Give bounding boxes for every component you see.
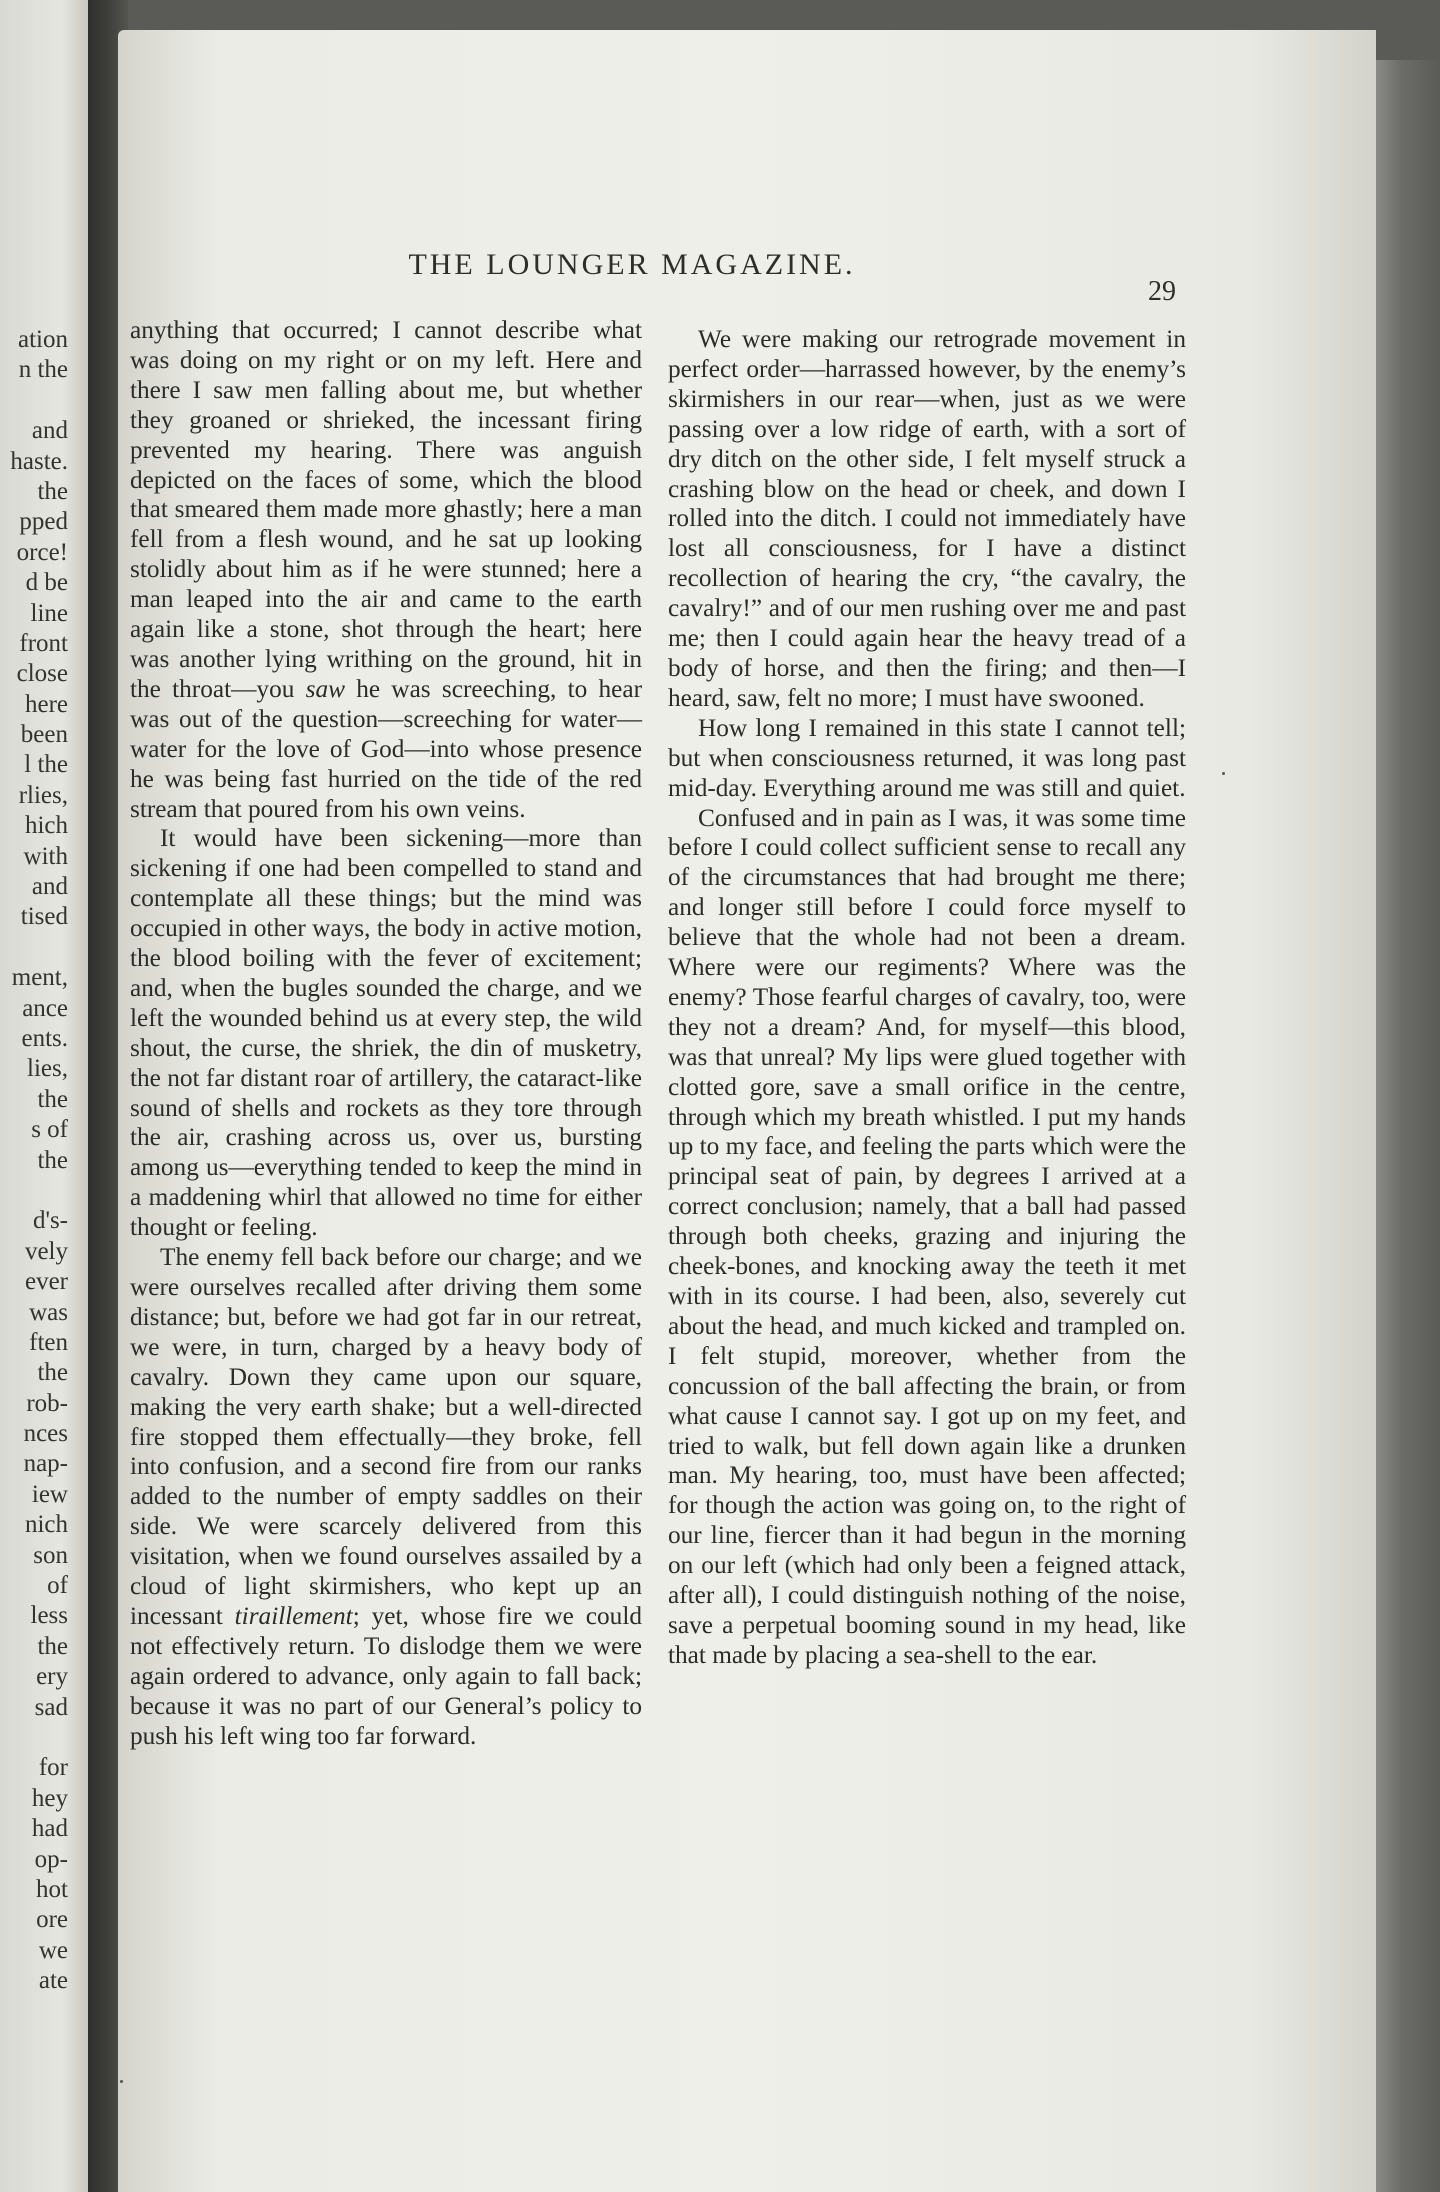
facing-page-line: close <box>16 660 68 688</box>
facing-page-line: here <box>24 690 68 718</box>
running-head: THE LOUNGER MAGAZINE. <box>408 248 856 281</box>
facing-page-line: ften <box>29 1328 68 1356</box>
facing-page-line: front <box>19 629 68 657</box>
paragraph: The enemy fell back before our charge; and we were ourselves recalled after driving them some distance; but, before we had got far in our retreat, we were, in turn, charged by a heavy body of cavalry. Down they came upon our square, making the very earth shake; but a well-directed fire stopped them effectually—they broke, fell into confusion, and a second fire from our ranks added to the number of empty saddles on their side. We were scarcely delivered from this visitation, when we found ourselves assailed by a cloud of light skirmishers, who kept up an incessant tiraillement; yet, whose fire we could not effectively return. To dislodge them we were again ordered to advance, only again to fall back; because it was no part of our General’s policy to push his left wing too far forward. <box>130 1243 642 1750</box>
right-column <box>668 325 1186 1671</box>
facing-page-line: ate <box>38 1967 68 1995</box>
paragraph: How long I remained in this state I cannot tell; but when consciousness returned, it was long past mid-day. Everything around me was still and quiet. <box>668 713 1186 802</box>
facing-page-line: the <box>37 1085 68 1113</box>
facing-page-line: had <box>31 1815 68 1843</box>
facing-page-line: ance <box>22 994 68 1022</box>
facing-page-line: iew <box>31 1480 68 1508</box>
facing-page-line: hich <box>24 812 68 840</box>
facing-page-line: the <box>37 1359 68 1387</box>
paragraph: We were making our retrograde movement in perfect order—harrassed however, by the enemy’s skirmishers in our rear—when, just as we were passing over a low ridge of earth, with a sort of dry ditch on the other side, I felt myself struck a crashing blow on the head or cheek, and down I rolled into the ditch. I could not immediately have lost all consciousness, for I have a distinct recollection of hearing the cry, “the cavalry, the cavalry!” and of our men rushing over me and past me; then I could again hear the heavy tread of a body of horse, and then the firing; and then—I heard, saw, felt no more; I must have swooned. <box>668 325 1186 712</box>
facing-page-line: nap- <box>23 1450 68 1478</box>
facing-page-line: sad <box>34 1693 68 1721</box>
left-column <box>130 316 642 1752</box>
paragraph: It would have been sickening—more than sickening if one had been compelled to stand and contemplate all these things; but the mind was occupied in other ways, the body in active motion, the blood boiling with the fever of excitement; and, when the bugles sounded the charge, and we left the wounded behind us at every step, the wild shout, the curse, the shriek, the din of musketry, the not far distant roar of artillery, the cataract-like sound of shells and rockets as they tore through the air, crashing across us, over us, bursting among us—everything tended to keep the mind in a maddening whirl that allowed no time for either thought or feeling. <box>130 824 642 1242</box>
facing-page-line <box>0 1723 68 1753</box>
facing-page-line: ents. <box>21 1024 68 1052</box>
facing-page-line: was <box>29 1298 68 1326</box>
facing-page-line <box>0 386 68 416</box>
facing-page-line: l the <box>24 751 68 779</box>
page-number: 29 <box>1148 276 1176 307</box>
facing-page-line: of <box>47 1572 68 1600</box>
paragraph: Confused and in pain as I was, it was some time before I could collect sufficient sense to recall any of the circumstances that had brought me there; and longer still before I could force myself to believe that the whole had not been a dream. Where were our regiments? Where was the enemy? Those fearful charges of cavalry, too, were they not a dream? And, for myself—this blood, was that unreal? My lips were glued together with clotted gore, save a small orifice in the centre, through which my breath whistled. I put my hands up to my face, and feeling the parts which were the principal seat of pain, by degrees I arrived at a correct conclusion; namely, that a ball had passed through both cheeks, grazing and injuring the cheek-bones, and knocking away the teeth it met with in its course. I had been, also, severely cut about the head, and much kicked and trampled on. I felt stupid, moreover, whether from the concussion of the ball affecting the brain, or from what cause I cannot say. I got up on my feet, and tried to walk, but fell down again like a drunken man. My hearing, too, must have been affected; for though the action was going on, to the right of our line, fiercer than it had begun in the morning on our left (which had only been a feigned attack, after all), I could distinguish nothing of the noise, save a perpetual booming sound in my head, like that made by placing a sea-shell to the ear. <box>668 803 1186 1669</box>
facing-page <box>0 0 88 2192</box>
facing-page-line: rlies, <box>18 781 68 809</box>
print-speck <box>1222 772 1225 775</box>
facing-page-line: hot <box>36 1875 68 1903</box>
facing-page-line: lies, <box>27 1055 68 1083</box>
facing-page-line: pped <box>19 508 68 536</box>
facing-page-line: op- <box>34 1845 68 1873</box>
print-speck <box>120 2080 123 2083</box>
facing-page-line: line <box>30 599 68 627</box>
facing-page-line: and <box>31 417 68 445</box>
facing-page-line: nces <box>23 1420 68 1448</box>
facing-page-line: vely <box>24 1237 68 1265</box>
facing-page-line: the <box>37 477 68 505</box>
facing-page-line <box>0 933 68 963</box>
facing-page-line: n the <box>18 356 68 384</box>
facing-page-line: s of <box>31 1116 68 1144</box>
facing-page-line: ore <box>36 1906 68 1934</box>
facing-page-line: d's- <box>32 1207 68 1235</box>
facing-page-line: the <box>37 1146 68 1174</box>
facing-page-line: son <box>33 1541 68 1569</box>
facing-page-line: for <box>38 1754 68 1782</box>
facing-page-line: less <box>30 1602 68 1630</box>
facing-page-line: ery <box>36 1663 68 1691</box>
facing-page-text <box>0 325 68 1996</box>
facing-page-line: tised <box>20 903 68 931</box>
facing-page-line: been <box>20 721 68 749</box>
facing-page-line: orce! <box>16 538 68 566</box>
facing-page-line: rob- <box>26 1389 68 1417</box>
facing-page-line <box>0 1176 68 1206</box>
facing-page-line: ation <box>18 326 68 353</box>
facing-page-line: ment, <box>11 964 68 992</box>
page-edge <box>1376 60 1440 2192</box>
facing-page-line: haste. <box>10 447 68 475</box>
facing-page-line: and <box>31 873 68 901</box>
facing-page-line: the <box>37 1632 68 1660</box>
facing-page-line: ever <box>24 1268 68 1296</box>
facing-page-line: hey <box>31 1784 68 1812</box>
facing-page-line: d be <box>25 569 68 597</box>
paragraph: anything that occurred; I cannot describe what was doing on my right or on my left. Here and there I saw men falling about me, but whether they groaned or shrieked, the incessant firing prevented my hearing. There was anguish depicted on the faces of some, which the blood that smeared them made more ghastly; here a man fell from a flesh wound, and he sat up looking stolidly about him as if he were stunned; here a man leaped into the air and came to the earth again like a stone, shot through the heart; here was another lying writhing on the ground, hit in the throat—you saw he was screeching, to hear was out of the question—screeching for water—water for the love of God—into whose presence he was being fast hurried on the tide of the red stream that poured from his own veins. <box>130 316 642 823</box>
facing-page-line: with <box>23 842 68 870</box>
facing-page-line: nich <box>24 1511 68 1539</box>
facing-page-line: we <box>38 1936 68 1964</box>
